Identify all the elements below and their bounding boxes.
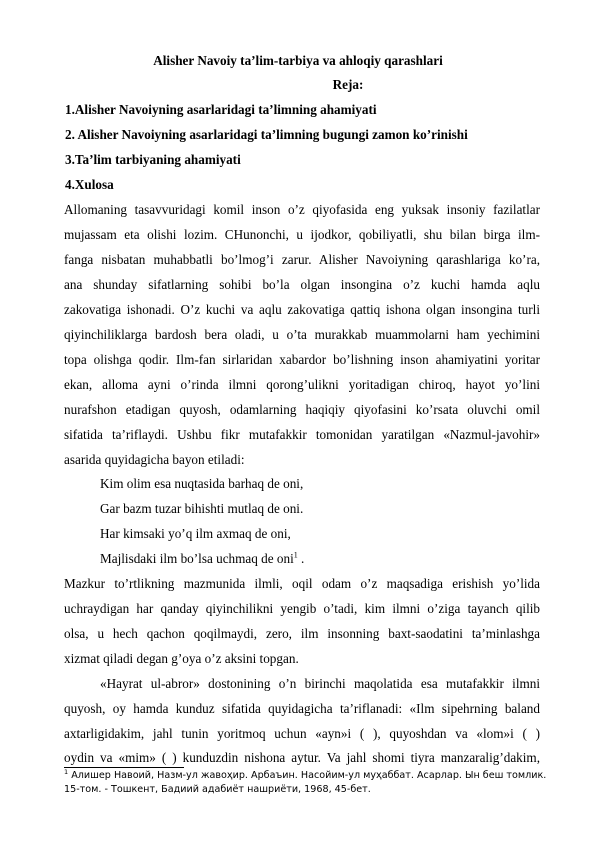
- footnote-reference[interactable]: 1: [293, 550, 298, 560]
- plan-item: 3.Ta’lim tarbiyaning ahamiyati: [65, 152, 241, 167]
- paragraph-line: fanga nisbatan muhabbatli bo’lmog’i zarur. Alisher Navoiyning qarashlariga ko’ra,: [64, 252, 540, 267]
- paragraph-line: Mazkur to’rtlikning mazmunida ilmli, oqil odam o’z maqsadiga erishish yo’lida: [64, 576, 540, 591]
- paragraph-line: olsa, u hech qachon qoqilmaydi, zero, ilm insonning baxt-saodatini ta’minlashga: [64, 626, 540, 641]
- footnote-line: [64, 767, 547, 783]
- poem-line: Har kimsaki yo’q ilm axmaq de oni,: [100, 526, 291, 541]
- poem-line-text: Majlisdaki ilm bo’lsa uchmaq de oni: [100, 551, 294, 566]
- paragraph-line: ana shunday sifatlarning sohibi bo’la olgan insongina o’z kuchi hamda aqlu: [64, 277, 540, 292]
- poem-line-suffix: .: [297, 551, 305, 566]
- footnote-text: Алишер Навоий, Назм-ул жавоҳир. Арбаъин. Насойим-ул муҳаббат. Асарлар. Ын беш томлик.: [68, 770, 547, 781]
- paragraph-line: oydin va «mim» ( ) kunduzdin nishona aytur. Va jahl shomi tiyra manzaralig’dakim,: [64, 750, 540, 765]
- paragraph-line: axtarligidakim, jahl tunin yoritmoq uchun «ayn»i ( ), quyoshdan va «lom»i ( ): [64, 726, 540, 741]
- footnote-mark: 1: [64, 767, 69, 776]
- document-title: Alisher Navoiy ta’lim-tarbiya va ahloqiy qarashlari: [153, 53, 443, 68]
- plan-item: 2. Alisher Navoiyning asarlaridagi ta’limning bugungi zamon ko’rinishi: [65, 127, 468, 142]
- paragraph-line: Allomaning tasavvuridagi komil inson o’z qiyofasida eng yuksak insoniy fazilatlar: [64, 202, 540, 217]
- paragraph-line: qiyinchiliklarga bardosh bera oladi, u o’ta murakkab muammolarni ham yechimini: [64, 327, 540, 342]
- paragraph-line: xizmat qiladi degan g’oya o’z aksini topgan.: [64, 651, 299, 666]
- plan-item: 1.Alisher Navoiyning asarlaridagi ta’limning ahamiyati: [65, 102, 377, 117]
- plan-heading: Reja:: [332, 77, 364, 92]
- paragraph-line: «Hayrat ul-abror» dostonining o’n birinchi maqolatida esa mutafakkir ilmni: [100, 676, 540, 691]
- footnote-separator: [64, 767, 184, 768]
- poem-line: Gar bazm tuzar bihishti mutlaq de oni.: [100, 501, 304, 516]
- paragraph-line: zakovatiga ishonadi. O’z kuchi va aqlu zakovatiga qattiq ishona olgan insongina turli: [64, 302, 540, 317]
- poem-line-last: [100, 551, 304, 567]
- paragraph-line: asarida quyidagicha bayon etiladi:: [64, 452, 245, 467]
- paragraph-line: nurafshon etadigan quyosh, odamlarning haqiqiy qiyofasini ko’rsata oluvchi omil: [64, 402, 540, 417]
- paragraph-line: topa olishga qodir. Ilm-fan sirlaridan xabardor bo’lishning inson ahamiyatini yoritar: [64, 352, 540, 367]
- paragraph-line: quyosh, oy hamda kunduz sifatida quyidagicha ta’riflanadi: «Ilm sipehrning baland: [64, 701, 540, 716]
- poem-line: Kim olim esa nuqtasida barhaq de oni,: [100, 476, 304, 491]
- paragraph-line: mujassam eta olishi lozim. CHunonchi, u ijodkor, qobiliyatli, shu bilan birga ilm-: [64, 227, 540, 242]
- footnote-line: 15-том. - Тошкент, Бадиий адабиёт нашриёти, 1968, 45-бет.: [64, 784, 371, 795]
- paragraph-line: ekan, alloma ayni o’rinda ilmni qorong’ulikni yoritadigan chiroq, hayot yo’lini: [64, 377, 540, 392]
- paragraph-line: uchraydigan har qanday qiyinchilikni yengib o’tadi, kim ilmni o’ziga tayanch qilib: [64, 601, 540, 616]
- plan-item: 4.Xulosa: [65, 177, 114, 192]
- paragraph-line: sifatida ta’riflaydi. Ushbu fikr mutafakkir tomonidan yaratilgan «Nazmul-javohir»: [64, 427, 540, 442]
